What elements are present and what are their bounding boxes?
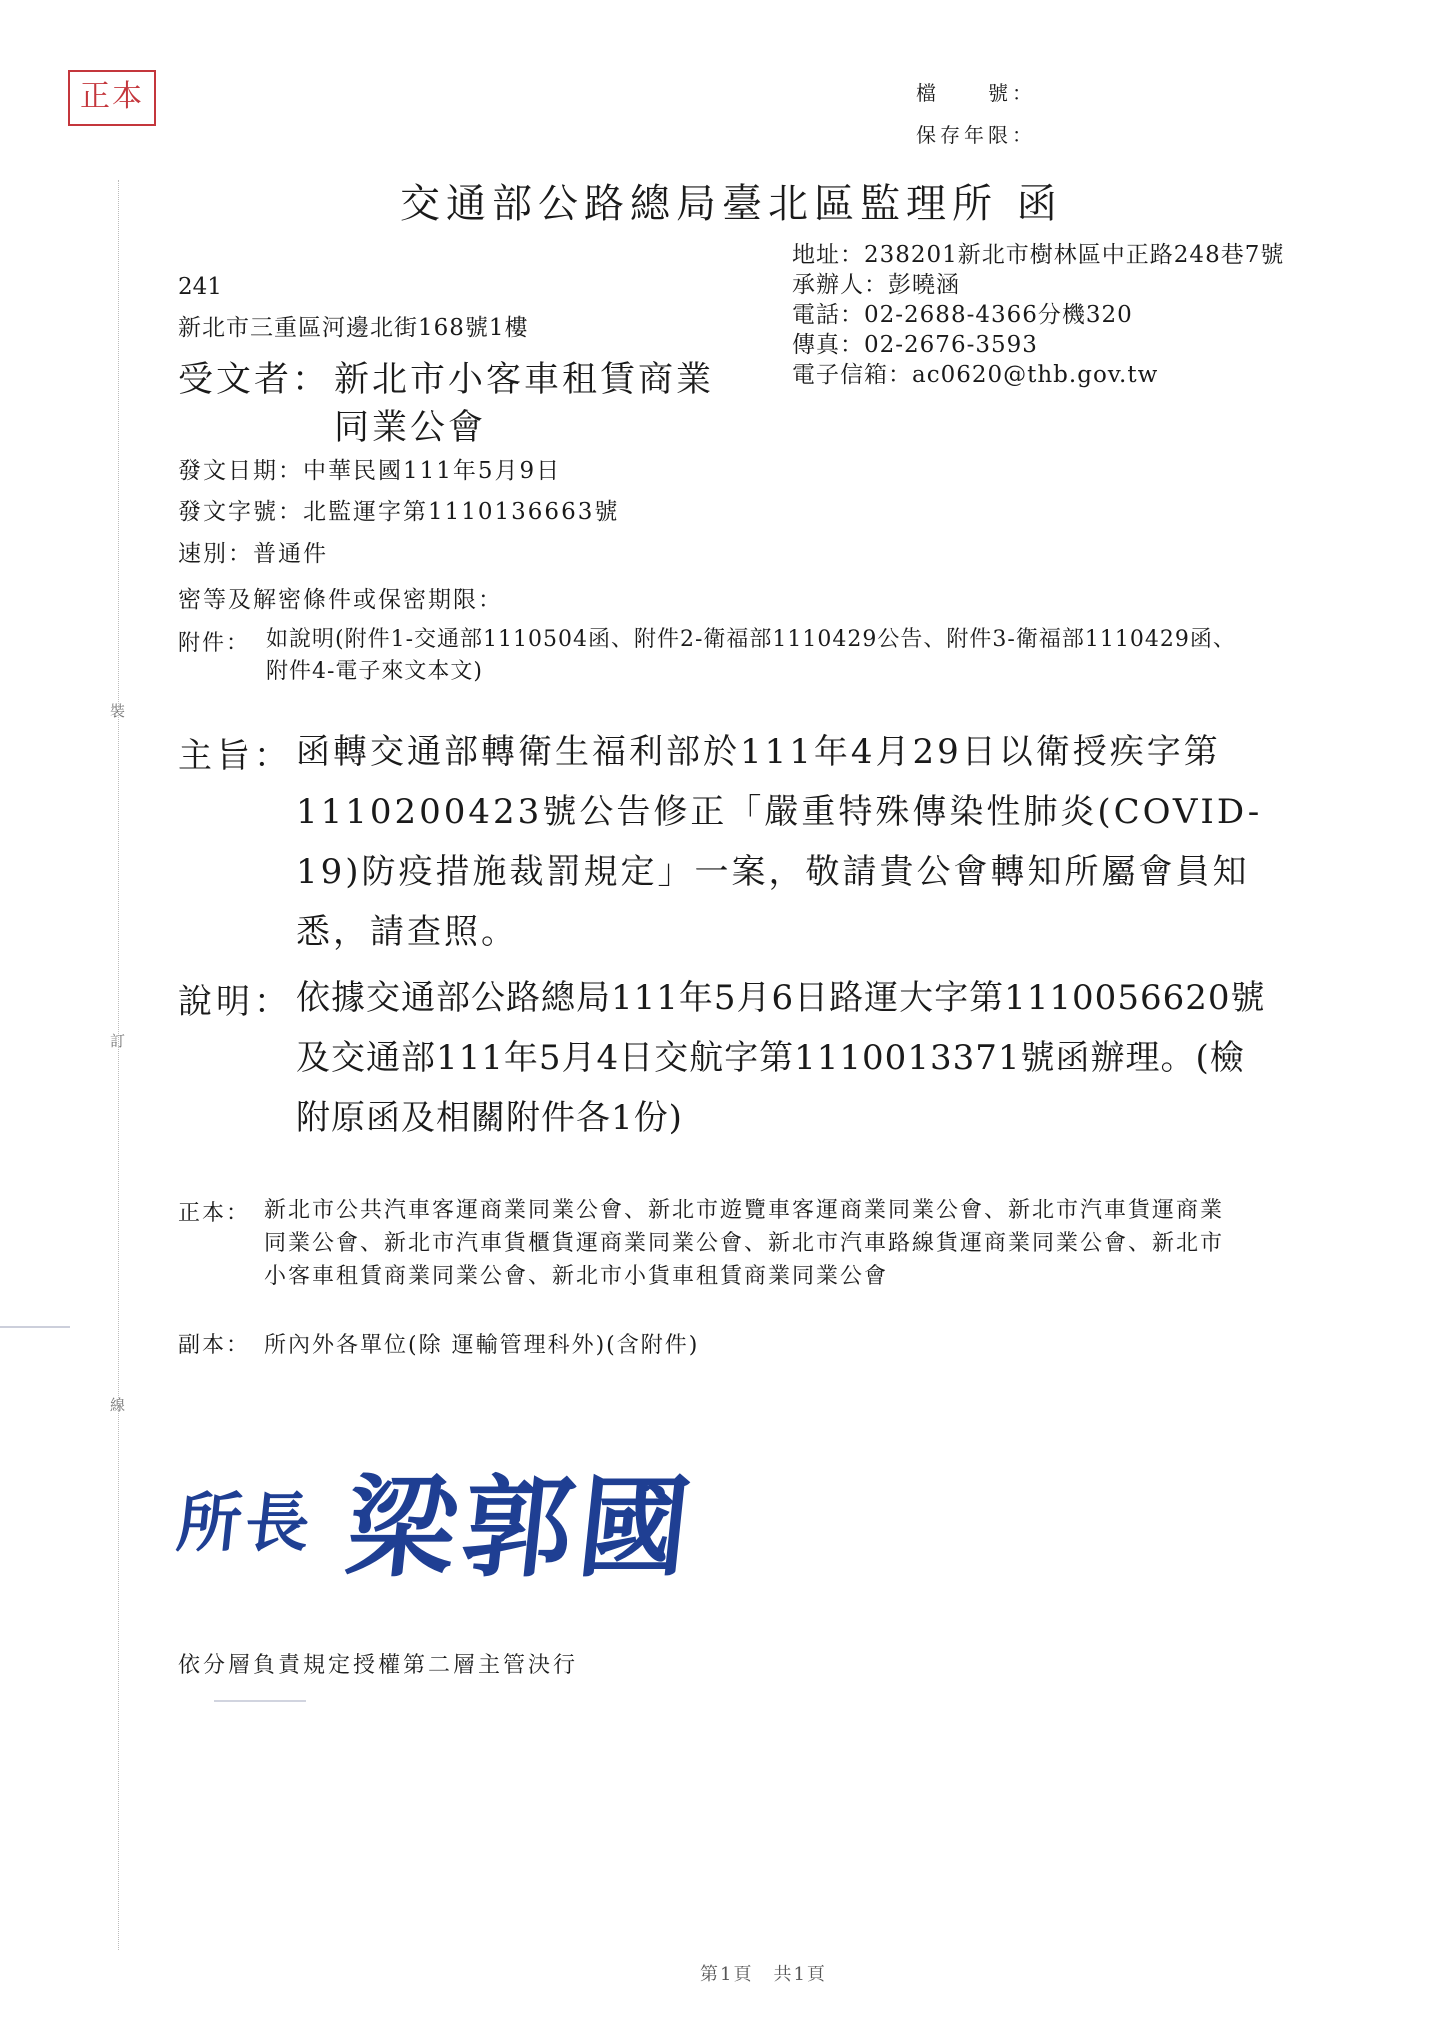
signature-name: 梁郭國 bbox=[340, 1463, 702, 1592]
scan-artifact bbox=[214, 1700, 306, 1702]
document-number: 發文字號：北監運字第1110136663號 bbox=[178, 499, 620, 525]
secrecy-level: 密等及解密條件或保密期限： bbox=[178, 587, 503, 613]
original-recipients-label: 正本： bbox=[178, 1201, 251, 1226]
recipient-label: 受文者： bbox=[178, 360, 331, 400]
issue-date: 發文日期：中華民國111年5月9日 bbox=[178, 458, 562, 484]
explanation-text: 依據交通部公路總局111年5月6日路運大字第1110056620號及交通部111年5月4日交航字第1110013371號函辦理。(檢附原函及相關附件各1份) bbox=[296, 978, 1266, 1138]
signature-title: 所長 bbox=[173, 1486, 318, 1561]
recipient-postal-code: 241 bbox=[178, 274, 222, 300]
recipient-address: 新北市三重區河邊北街168號1樓 bbox=[178, 315, 529, 341]
phone: 電話：02-2688-4366分機320 bbox=[792, 302, 1133, 328]
copy-recipients-text: 所內外各單位(除 運輸管理科外)(含附件) bbox=[264, 1333, 700, 1358]
email: 電子信箱：ac0620@thb.gov.tw bbox=[792, 362, 1159, 388]
recipient-name-line2: 同業公會 bbox=[334, 408, 487, 448]
file-info bbox=[916, 72, 1036, 156]
scan-artifact bbox=[0, 1326, 70, 1328]
binding-line bbox=[118, 180, 119, 1950]
original-copy-stamp: 正本 bbox=[68, 70, 156, 126]
authorization-note: 依分層負責規定授權第二層主管決行 bbox=[178, 1653, 579, 1678]
fax: 傳真：02-2676-3593 bbox=[792, 332, 1038, 358]
handler: 承辦人：彭曉涵 bbox=[792, 272, 960, 298]
explanation-label: 說明： bbox=[178, 982, 292, 1022]
original-recipients-text: 新北市公共汽車客運商業同業公會、新北市遊覽車客運商業同業公會、新北市汽車貨運商業同業公會、新北市汽車貨櫃貨運商業同業公會、新北市汽車路線貨運商業同業公會、新北市小客車租賃商業同業公會、新北市小貨車租賃商業同業公會 bbox=[264, 1198, 1225, 1289]
binding-mark-zhuang: 裝 bbox=[110, 702, 126, 720]
subject-label: 主旨： bbox=[178, 736, 292, 776]
attachment-label: 附件： bbox=[178, 631, 251, 656]
delivery-speed: 速別：普通件 bbox=[178, 541, 328, 567]
attachment-text: 如說明(附件1-交通部1110504函、附件2-衛福部1110429公告、附件3-衛福部1110429函、附件4-電子來文本文) bbox=[266, 627, 1236, 684]
file-number-label: 檔 號： bbox=[916, 81, 1036, 105]
page-number: 第1頁 共1頁 bbox=[700, 1964, 827, 1985]
binding-mark-ding: 訂 bbox=[110, 1032, 126, 1050]
retention-period-label: 保存年限： bbox=[916, 123, 1036, 147]
recipient-name-line1: 新北市小客車租賃商業 bbox=[334, 360, 715, 400]
sender-contact bbox=[792, 240, 1284, 390]
document-title: 交通部公路總局臺北區監理所 函 bbox=[400, 181, 1063, 227]
subject-text: 函轉交通部轉衛生福利部於111年4月29日以衛授疾字第1110200423號公告修正「嚴重特殊傳染性肺炎(COVID-19)防疫措施裁罰規定」一案，敬請貴公會轉知所屬會員知悉，請查照。 bbox=[296, 732, 1263, 952]
sender-address: 地址：238201新北市樹林區中正路248巷7號 bbox=[792, 242, 1285, 268]
binding-mark-xian: 線 bbox=[110, 1396, 126, 1414]
copy-recipients-label: 副本： bbox=[178, 1333, 251, 1358]
